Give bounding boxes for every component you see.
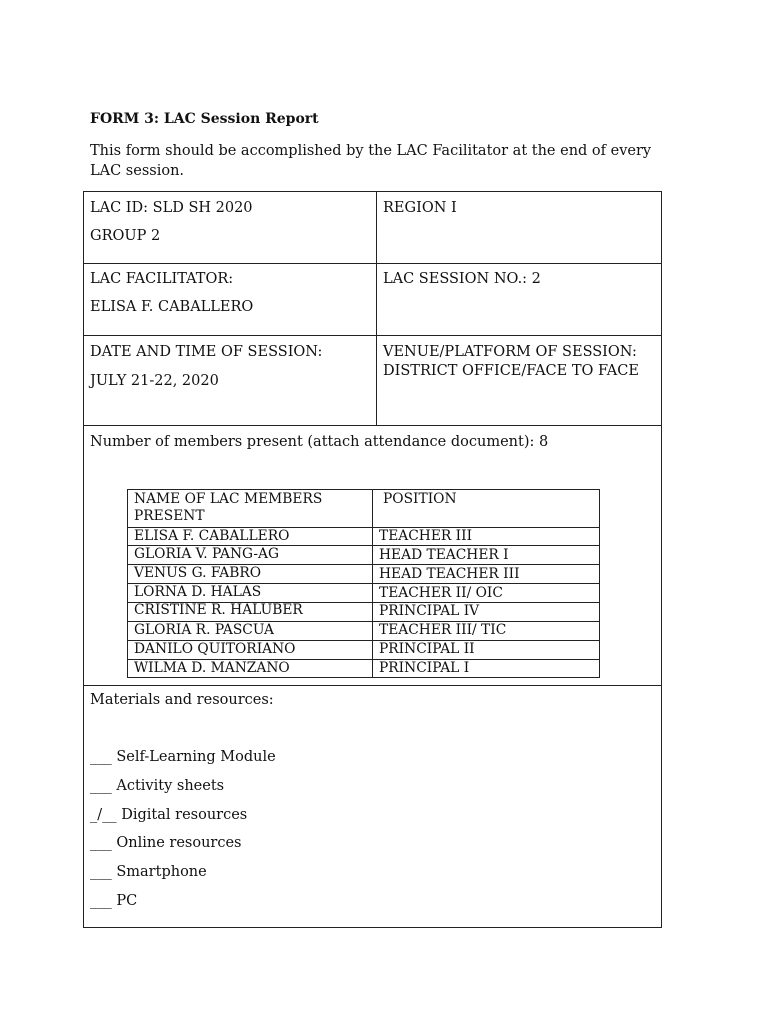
date-value: JULY 21-22, 2020: [90, 373, 219, 389]
table-border-right: [661, 191, 662, 928]
venue-value: DISTRICT OFFICE/FACE TO FACE: [383, 363, 639, 379]
members-table-top: [127, 489, 600, 490]
form-title: FORM 3: LAC Session Report: [90, 111, 319, 127]
venue-cell: [383, 343, 639, 381]
date-cell: [90, 343, 322, 391]
member-name: DANILO QUITORIANO: [134, 641, 296, 657]
lac-id: LAC ID: SLD SH 2020: [90, 200, 253, 216]
member-position: PRINCIPAL II: [379, 641, 475, 657]
facilitator-label: LAC FACILITATOR:: [90, 271, 234, 287]
member-name: WILMA D. MANZANO: [134, 660, 290, 676]
session-no-cell: [383, 270, 541, 289]
row-divider-1: [83, 263, 662, 264]
material-item: ___ Self-Learning Module: [90, 749, 276, 765]
member-position: HEAD TEACHER I: [379, 547, 509, 563]
date-label: DATE AND TIME OF SESSION:: [90, 344, 323, 360]
row-divider-4: [83, 685, 662, 686]
material-item: _/__ Digital resources: [90, 807, 248, 823]
member-position: TEACHER III: [379, 528, 473, 544]
group: GROUP 2: [90, 228, 161, 244]
material-item: ___ Activity sheets: [90, 778, 225, 794]
members-present: Number of members present (attach attendance document): 8: [90, 434, 549, 450]
region: REGION I: [383, 200, 457, 216]
material-item: ___ PC: [90, 893, 138, 909]
member-name: GLORIA V. PANG-AG: [134, 546, 279, 562]
table-border-top: [83, 191, 662, 192]
row-divider-2: [83, 335, 662, 336]
venue-label: VENUE/PLATFORM OF SESSION:: [383, 344, 637, 360]
session-no: LAC SESSION NO.: 2: [383, 271, 541, 287]
member-name: VENUS G. FABRO: [134, 565, 262, 581]
members-table-bottom: [127, 677, 600, 678]
member-position: TEACHER II/ OIC: [379, 585, 503, 601]
form-intro: This form should be accomplished by the LAC Facilitator at the end of every LAC session.: [90, 143, 652, 179]
lac-id-cell: [90, 199, 253, 246]
member-name: GLORIA R. PASCUA: [134, 622, 274, 638]
member-name: CRISTINE R. HALUBER: [134, 602, 303, 618]
material-item: ___ Smartphone: [90, 864, 207, 880]
header-position: POSITION: [383, 491, 457, 507]
column-divider: [376, 191, 377, 426]
table-border-left: [83, 191, 84, 928]
member-position: PRINCIPAL I: [379, 660, 470, 676]
facilitator-cell: [90, 270, 253, 317]
table-border-bottom: [83, 927, 662, 928]
header-name: NAME OF LAC MEMBERS PRESENT: [134, 491, 323, 524]
row-divider-3: [83, 425, 662, 426]
member-name: LORNA D. HALAS: [134, 584, 262, 600]
region-cell: [383, 199, 457, 218]
member-name: ELISA F. CABALLERO: [134, 528, 290, 544]
member-position: HEAD TEACHER III: [379, 566, 520, 582]
materials-label: Materials and resources:: [90, 692, 274, 708]
member-position: TEACHER III/ TIC: [379, 622, 507, 638]
member-position: PRINCIPAL IV: [379, 603, 480, 619]
material-item: ___ Online resources: [90, 835, 242, 851]
facilitator-name: ELISA F. CABALLERO: [90, 299, 254, 315]
